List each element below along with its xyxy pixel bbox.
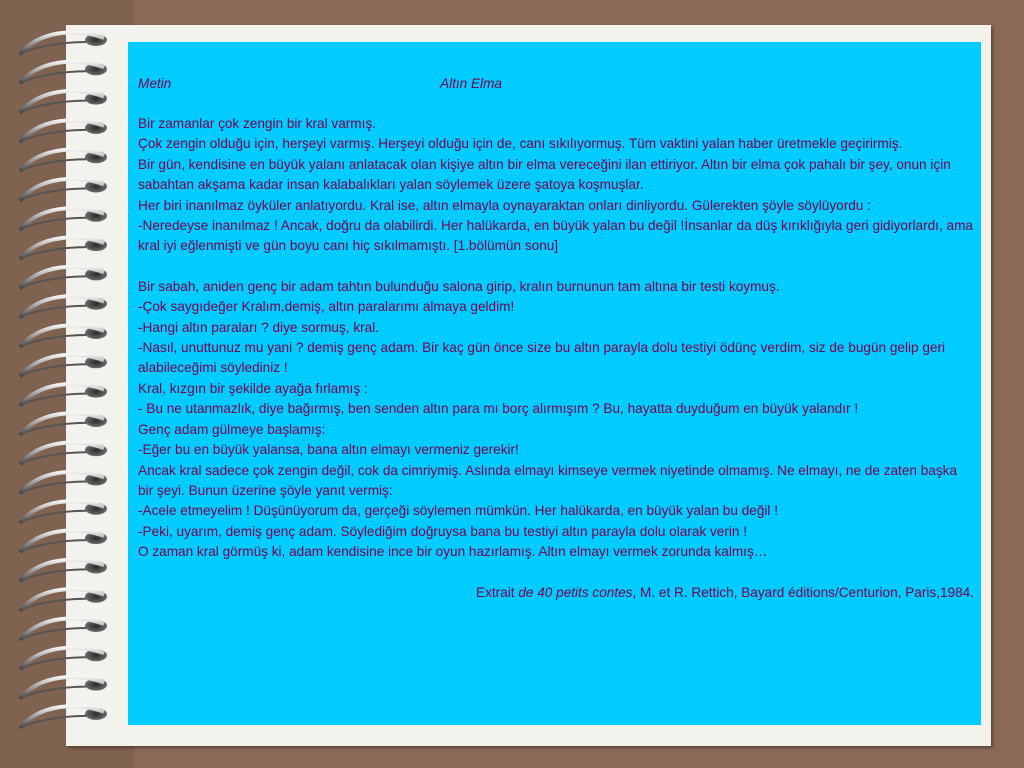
binding-ring xyxy=(20,267,107,289)
story-line: Bir gün, kendisine en büyük yalanı anlatacak olan kişiye altın bir elma vereceğini ilan ettiriyor. Altın bir elma çok pahalı bir şey, onun için sabahtan akşama kadar insan kalabalıkları yalan söylemek üzere şatoya koşmuşlar. xyxy=(138,156,951,193)
story-line: -Çok saygıdeğer Kralım,demiş, altın paralarımı almaya geldim! xyxy=(138,299,515,315)
document-text xyxy=(138,74,974,603)
source-prefix: Extrait xyxy=(476,584,519,600)
story-line: Her biri inanılmaz öyküler anlatıyordu. Kral ise, altın elmayla oynayaraktan onları dinliyordu. Gülerekten şöyle söylüyordu : xyxy=(138,197,871,213)
binding-ring xyxy=(20,325,107,347)
binding-ring xyxy=(20,384,107,406)
binding-ring xyxy=(20,179,107,201)
binding-ring xyxy=(20,618,107,640)
binding-ring xyxy=(20,443,107,465)
binding-ring xyxy=(20,62,107,84)
story-title: Altın Elma xyxy=(440,76,502,91)
binding-ring xyxy=(20,560,107,582)
binding-ring xyxy=(20,706,107,728)
binding-ring xyxy=(20,91,107,113)
story-part-1 xyxy=(138,114,974,257)
story-line: -Nasıl, unuttunuz mu yani ? demiş genç adam. Bir kaç gün önce size bu altın parayla dolu testiyi ödünç verdim, siz de bugün gelip geri alabileceğimi söylediniz ! xyxy=(138,340,946,376)
story-line: -Hangi altın paraları ? diye sormuş, kral. xyxy=(138,319,380,335)
story-line: Çok zengin olduğu için, herşeyi varmış. Herşeyi olduğu için de, canı sıkılıyormuş. Tüm vaktini yalan haber üretmekle geçirirmiş. xyxy=(138,136,903,152)
story-part-2 xyxy=(138,277,974,563)
binding-ring xyxy=(20,120,107,142)
binding-ring xyxy=(20,589,107,611)
story-line: -Acele etmeyelim ! Düşünüyorum da, gerçeği söylemen mümkün. Her halükarda, en büyük yalan bu değil ! xyxy=(138,503,778,519)
story-line: -Neredeyse inanılmaz ! Ancak, doğru da olabilirdi. Her halükarda, en büyük yalan bu değil !İnsanlar da düş kırıklığıyla geri gidiyorlardı, ama kral iyi eğlenmişti ve gün boyu canı hiç sıkılmamıştı. [1.bölümün sonu] xyxy=(138,218,973,254)
binding-ring xyxy=(20,413,107,435)
binding-ring xyxy=(20,472,107,494)
binding-ring xyxy=(20,150,107,172)
source-suffix: , M. et R. Rettich, Bayard éditions/Centurion, Paris,1984. xyxy=(632,584,974,600)
binding-ring xyxy=(20,237,107,259)
story-line: O zaman kral görmüş ki, adam kendisine ince bir oyun hazırlamış. Altın elmayı vermek zorunda kalmış… xyxy=(138,544,768,560)
title-row xyxy=(138,74,974,94)
binding-ring xyxy=(20,530,107,552)
binding-ring xyxy=(20,32,107,54)
story-line: Genç adam gülmeye başlamış: xyxy=(138,421,326,437)
story-line: Bir sabah, aniden genç bir adam tahtın bulunduğu salona girip, kralın burnunun tam altına bir testi koymuş. xyxy=(138,278,780,294)
story-line: Bir zamanlar çok zengin bir kral varmış. xyxy=(138,116,376,131)
story-line: - Bu ne utanmazlık, diye bağırmış, ben senden altın para mı borç alırmışım ? Bu, hayatta duyduğum en büyük yalandır ! xyxy=(138,401,859,417)
header-label: Metin xyxy=(138,76,172,91)
binding-ring xyxy=(20,296,107,318)
binding-ring xyxy=(20,501,107,523)
binding-ring xyxy=(20,208,107,230)
story-line: -Peki, uyarım, demiş genç adam. Söylediğim doğruysa bana bu testiyi altın parayla dolu olarak verin ! xyxy=(138,523,748,539)
source-title: de 40 petits contes xyxy=(518,584,633,600)
binding-ring xyxy=(20,677,107,699)
source-citation xyxy=(138,583,974,603)
story-line: -Eğer bu en büyük yalansa, bana altın elmayı vermeniz gerekir! xyxy=(138,442,519,458)
binding-ring xyxy=(20,648,107,670)
binding-ring xyxy=(20,355,107,377)
story-line: Ancak kral sadece çok zengin değil, cok da cimriymiş. Aslında elmayı kimseye vermek niyetinde olmamış. Ne elmayı, ne de zaten başka bir şeyi. Bunun üzerine şöyle yanıt vermiş: xyxy=(138,462,958,498)
spiral-binding xyxy=(0,0,134,768)
story-line: Kral, kızgın bir şekilde ayağa fırlamış : xyxy=(138,380,368,396)
